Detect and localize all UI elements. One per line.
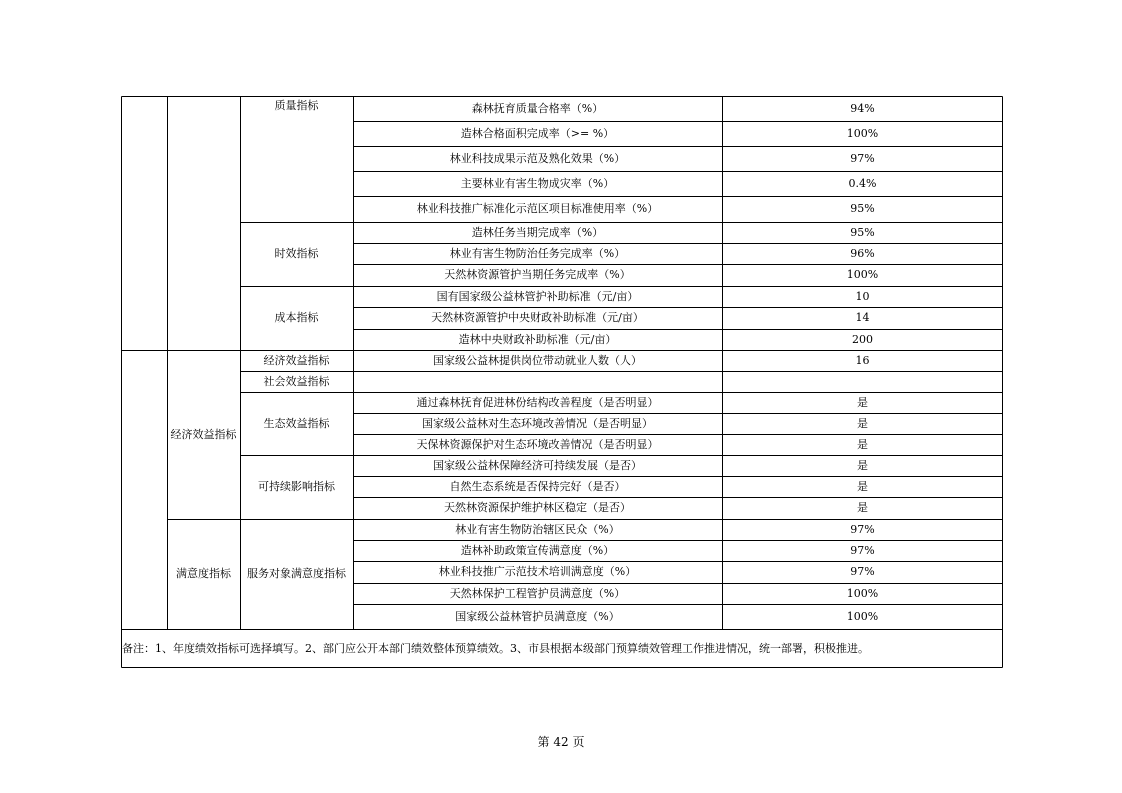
indicator-cell: 国有国家级公益林管护补助标准（元/亩） <box>436 289 639 303</box>
sub-indicator-cell: 生态效益指标 <box>263 416 330 430</box>
value-cell: 95% <box>850 202 875 216</box>
value-cell: 97% <box>850 522 875 536</box>
performance-indicator-table <box>121 96 1003 668</box>
sub-indicator-cell: 服务对象满意度指标 <box>247 567 346 581</box>
indicator-cell <box>353 371 722 392</box>
value-cell: 0.4% <box>848 176 877 190</box>
value-cell: 是 <box>857 479 868 493</box>
value-cell: 是 <box>857 458 868 472</box>
sub-indicator-cell: 成本指标 <box>274 311 319 325</box>
value-cell: 是 <box>857 395 868 409</box>
indicator-cell: 天然林资源保护维护林区稳定（是否） <box>444 501 631 515</box>
value-cell: 100% <box>846 126 879 140</box>
indicator-cell: 天保林资源保护对生态环境改善情况（是否明显） <box>416 437 659 451</box>
value-cell: 97% <box>850 565 875 579</box>
value-cell: 100% <box>846 586 879 600</box>
level2-indicator-cell: 经济效益指标 <box>170 427 237 441</box>
indicator-cell: 国家级公益林对生态环境改善情况（是否明显） <box>422 416 653 430</box>
indicator-cell: 林业有害生物防治辖区民众（%） <box>455 522 620 536</box>
level2-indicator-cell: 满意度指标 <box>176 567 231 581</box>
sub-indicator-cell: 社会效益指标 <box>263 374 330 388</box>
value-cell: 16 <box>855 353 870 367</box>
indicator-cell: 森林抚育质量合格率（%） <box>471 101 604 115</box>
indicator-cell: 林业有害生物防治任务完成率（%） <box>449 246 626 260</box>
value-cell: 是 <box>857 501 868 515</box>
indicator-cell: 天然林保护工程管护员满意度（%） <box>449 586 626 600</box>
sub-indicator-cell: 时效指标 <box>274 247 319 261</box>
value-cell <box>722 371 1003 392</box>
value-cell: 100% <box>846 268 879 282</box>
indicator-cell: 自然生态系统是否保持完好（是否） <box>449 479 626 493</box>
indicator-cell: 国家级公益林提供岗位带动就业人数（人） <box>433 353 642 367</box>
value-cell: 95% <box>850 225 875 239</box>
sub-indicator-cell: 质量指标 <box>274 99 319 112</box>
indicator-cell: 造林中央财政补助标准（元/亩） <box>458 332 617 346</box>
sub-indicator-cell: 经济效益指标 <box>263 353 330 367</box>
indicator-cell: 国家级公益林保障经济可持续发展（是否） <box>433 458 642 472</box>
table-note: 备注：1、年度绩效指标可选择填写。2、部门应公开本部门绩效整体预算绩效。3、市县根据本级部门预算绩效管理工作推进情况，统一部署，积极推进。 <box>122 641 869 655</box>
value-cell: 100% <box>846 609 879 623</box>
value-cell: 14 <box>855 311 870 325</box>
page-number: 第 42 页 <box>537 735 585 749</box>
value-cell: 96% <box>850 246 875 260</box>
value-cell: 94% <box>850 101 875 115</box>
indicator-cell: 通过森林抚育促进林份结构改善程度（是否明显） <box>416 395 659 409</box>
sub-indicator-cell: 可持续影响指标 <box>258 480 335 494</box>
indicator-cell: 林业科技推广标准化示范区项目标准使用率（%） <box>416 202 659 216</box>
indicator-cell: 林业科技成果示范及熟化效果（%） <box>449 151 626 165</box>
indicator-cell: 天然林资源管护当期任务完成率（%） <box>444 268 631 282</box>
value-cell: 是 <box>857 416 868 430</box>
value-cell: 200 <box>852 332 873 346</box>
value-cell: 97% <box>850 151 875 165</box>
value-cell: 是 <box>857 437 868 451</box>
indicator-cell: 主要林业有害生物成灾率（%） <box>460 176 615 190</box>
indicator-cell: 天然林资源管护中央财政补助标准（元/亩） <box>431 311 644 325</box>
indicator-cell: 林业科技推广示范技术培训满意度（%） <box>438 565 637 579</box>
indicator-cell: 造林任务当期完成率（%） <box>471 225 604 239</box>
indicator-cell: 国家级公益林管护员满意度（%） <box>455 609 620 623</box>
indicator-cell: 造林合格面积完成率（>= %） <box>460 126 615 140</box>
value-cell: 10 <box>855 289 870 303</box>
indicator-cell: 造林补助政策宣传满意度（%） <box>460 543 615 557</box>
value-cell: 97% <box>850 543 875 557</box>
